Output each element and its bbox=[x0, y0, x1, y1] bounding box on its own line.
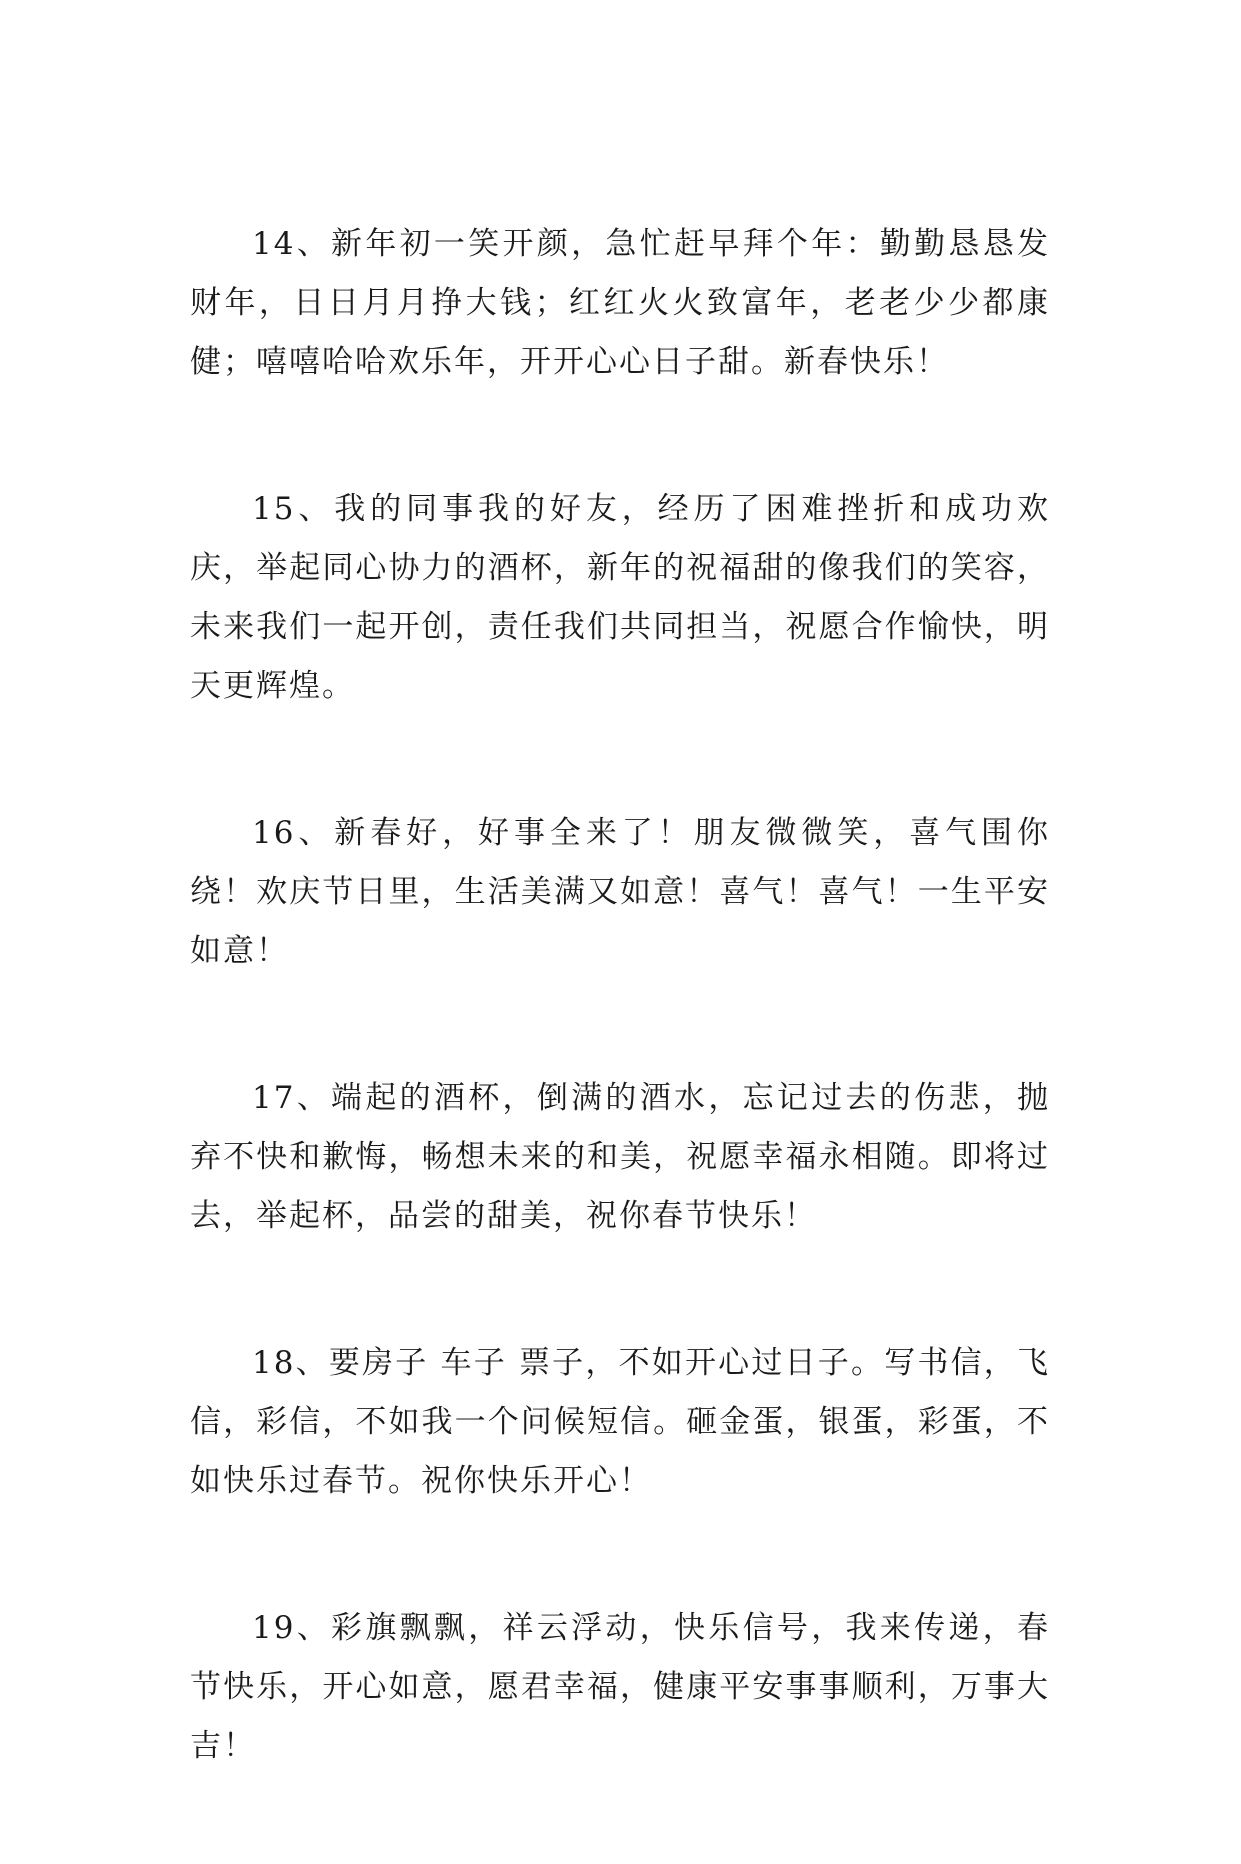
paragraph-15: 15、我的同事我的好友，经历了困难挫折和成功欢庆，举起同心协力的酒杯，新年的祝福甜的像我们的笑容，未来我们一起开创，责任我们共同担当，祝愿合作愉快，明天更辉煌。 bbox=[190, 491, 1050, 704]
paragraph-16: 16、新春好，好事全来了！朋友微微笑，喜气围你绕！欢庆节日里，生活美满又如意！喜气！喜气！一生平安如意！ bbox=[190, 815, 1050, 969]
paragraph-14: 14、新年初一笑开颜，急忙赶早拜个年：勤勤恳恳发财年，日日月月挣大钱；红红火火致富年，老老少少都康健；嘻嘻哈哈欢乐年，开开心心日子甜。新春快乐！ bbox=[190, 226, 1050, 380]
document-body bbox=[190, 215, 1050, 1864]
paragraph-18: 18、要房子 车子 票子，不如开心过日子。写书信，飞信，彩信，不如我一个问候短信。砸金蛋，银蛋，彩蛋，不如快乐过春节。祝你快乐开心！ bbox=[190, 1345, 1050, 1499]
paragraph-17: 17、端起的酒杯，倒满的酒水，忘记过去的伤悲，抛弃不快和歉悔，畅想未来的和美，祝愿幸福永相随。即将过去，举起杯，品尝的甜美，祝你春节快乐！ bbox=[190, 1080, 1050, 1234]
paragraph-19: 19、彩旗飘飘，祥云浮动，快乐信号，我来传递，春节快乐，开心如意，愿君幸福，健康平安事事顺利，万事大吉！ bbox=[190, 1610, 1050, 1764]
